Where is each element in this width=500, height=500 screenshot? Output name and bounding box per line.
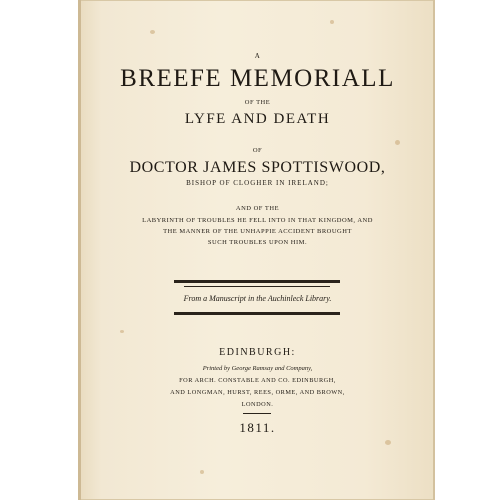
subtitle: LYFE AND DEATH: [184, 111, 331, 127]
printer-line: Printed by George Ramsay and Company,: [202, 365, 313, 372]
foxing-spot: [395, 140, 400, 145]
subject-role: BISHOP OF CLOGHER IN IRELAND;: [186, 179, 329, 187]
foxing-spot: [330, 20, 334, 24]
publishers-line-1: FOR ARCH. CONSTABLE AND CO. EDINBURGH,: [179, 377, 336, 384]
description-line-3: SUCH TROUBLES UPON HIM.: [207, 239, 308, 246]
source-note: From a Manuscript in the Auchinleck Library.: [183, 294, 332, 303]
connector-and-of-the: AND OF THE: [235, 205, 280, 212]
subject-name: DOCTOR JAMES SPOTTISWOOD,: [129, 159, 386, 176]
foxing-spot: [200, 470, 204, 474]
rule-divider: [184, 286, 330, 287]
title-article: A: [254, 52, 261, 60]
double-rule-bottom: [174, 312, 340, 315]
publication-year: 1811.: [239, 420, 276, 435]
publishers-line-3: LONDON.: [241, 401, 274, 408]
description-line-1: LABYRINTH OF TROUBLES HE FELL INTO IN THAT KINGDOM, AND: [142, 217, 373, 224]
foxing-spot: [150, 30, 155, 34]
connector-of: OF: [252, 147, 263, 154]
description-line-2: THE MANNER OF THE UNHAPPIE ACCIDENT BROUGHT: [163, 228, 352, 235]
short-rule: [243, 413, 271, 414]
publishers-line-2: AND LONGMAN, HURST, REES, ORME, AND BROWN,: [170, 389, 345, 396]
foxing-spot: [120, 330, 124, 333]
connector-of-the: OF THE: [244, 99, 271, 106]
foxing-spot: [385, 440, 391, 445]
double-rule-top: [174, 280, 340, 283]
main-title: BREEFE MEMORIALL: [120, 65, 395, 92]
imprint-city: EDINBURGH:: [219, 347, 296, 358]
